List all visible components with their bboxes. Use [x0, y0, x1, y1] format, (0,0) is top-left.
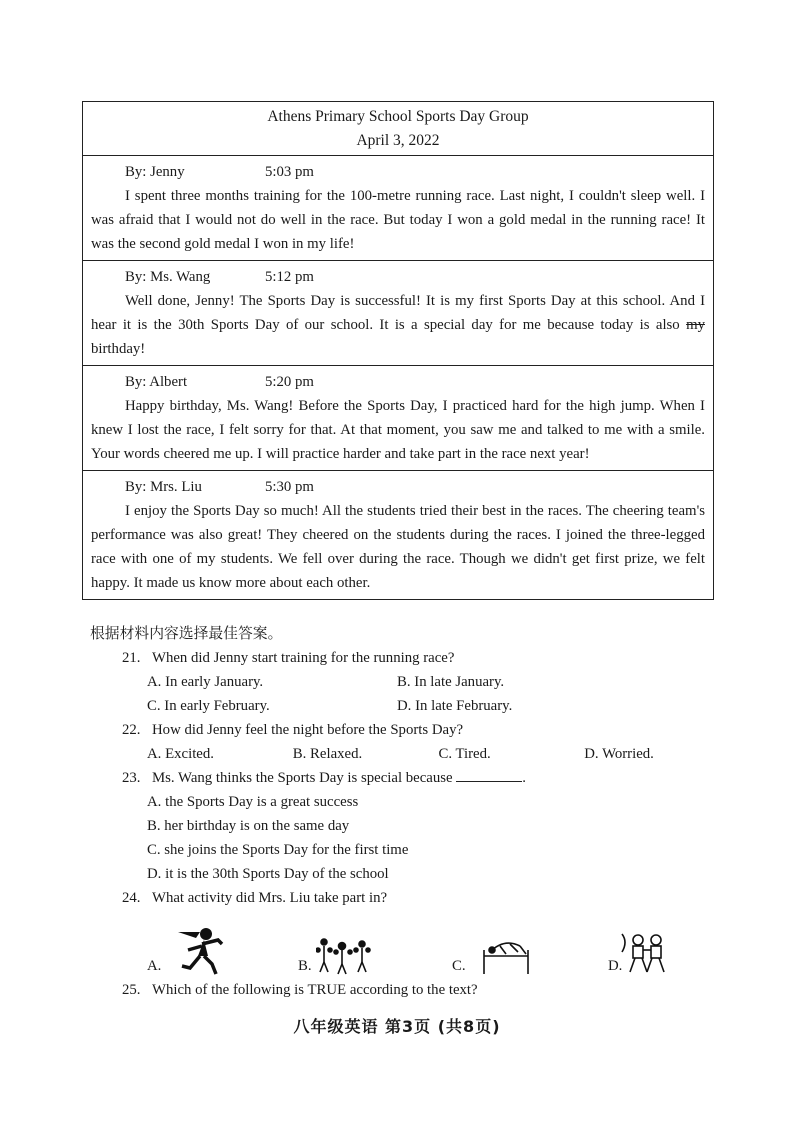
chat-header [83, 102, 713, 156]
options-row [90, 694, 730, 718]
post-meta [91, 160, 705, 184]
post-author: By: Jenny [125, 164, 185, 180]
question-number: 21. [122, 650, 141, 666]
question-number: 25. [122, 982, 141, 998]
option-d[interactable]: D. Worried. [584, 746, 654, 762]
post-meta [91, 475, 705, 499]
option-c[interactable]: C. Tired. [438, 746, 491, 762]
post-text: Happy birthday, Ms. Wang! Before the Sports Day, I practiced hard for the high jump. When I knew I lost the race, I felt sorry for that. At that moment, you saw me and talked to me with a smile. Your words cheered me up. I will practice harder and take part in the race next year! [91, 398, 705, 462]
high-jump-icon[interactable] [480, 936, 532, 976]
question-25 [90, 978, 730, 1002]
post-mrs-liu [83, 471, 713, 599]
answer-blank[interactable] [456, 767, 522, 782]
three-legged-race-icon[interactable] [620, 932, 670, 976]
option-c[interactable]: C. she joins the Sports Day for the first time [147, 842, 409, 858]
post-meta [91, 265, 705, 289]
post-text-part: Well done, Jenny! The Sports Day is successful! It is my first Sports Day at this school. And I hear it is the 30th Sports Day of our school. It is a special day for me because today is also [91, 293, 705, 333]
post-time: 5:03 pm [265, 164, 314, 180]
post-albert [83, 366, 713, 471]
option-b-label[interactable]: B. [298, 958, 312, 974]
struck-word: my [686, 317, 705, 333]
option-d[interactable]: D. it is the 30th Sports Day of the school [147, 866, 389, 882]
question-number: 22. [122, 722, 141, 738]
post-author: By: Albert [125, 374, 188, 390]
question-24 [90, 886, 730, 910]
question-number: 23. [122, 770, 141, 786]
post-meta [91, 370, 705, 394]
question-22 [90, 718, 730, 742]
cheering-team-icon[interactable] [316, 936, 372, 976]
questions-section [90, 622, 730, 1002]
options-row [90, 670, 730, 694]
page-footer: 八年级英语 第3页 (共8页) [293, 1017, 501, 1036]
post-jenny [83, 156, 713, 261]
post-text-part: birthday! [91, 341, 146, 357]
option-a[interactable]: A. In early January. [147, 674, 264, 690]
question-text: What activity did Mrs. Liu take part in? [152, 890, 388, 906]
post-time: 5:12 pm [265, 269, 314, 285]
question-number: 24. [122, 890, 141, 906]
option-b[interactable]: B. her birthday is on the same day [147, 818, 350, 834]
option-b[interactable]: B. Relaxed. [292, 746, 363, 762]
group-date: April 3, 2022 [356, 132, 440, 149]
option-a[interactable]: A. Excited. [147, 746, 214, 762]
post-time: 5:20 pm [265, 374, 314, 390]
chat-group-box [82, 101, 714, 600]
question-text: Ms. Wang thinks the Sports Day is special because [152, 770, 453, 786]
post-text [91, 289, 705, 361]
post-time: 5:30 pm [265, 479, 314, 495]
option-d[interactable]: D. In late February. [397, 698, 513, 714]
option-c[interactable]: C. In early February. [147, 698, 270, 714]
question-23: 23. Ms. Wang thinks the Sports Day is special because . [90, 766, 730, 790]
question-21 [90, 646, 730, 670]
post-author: By: Ms. Wang [125, 269, 211, 285]
question-text: When did Jenny start training for the running race? [152, 650, 455, 666]
option-b[interactable]: B. In late January. [397, 674, 505, 690]
question-text: How did Jenny feel the night before the Sports Day? [152, 722, 464, 738]
option-a-label[interactable]: A. [147, 958, 162, 974]
option-d-label[interactable]: D. [608, 958, 623, 974]
option-c-label[interactable]: C. [452, 958, 466, 974]
group-title: Athens Primary School Sports Day Group [267, 108, 529, 125]
post-author: By: Mrs. Liu [125, 479, 202, 495]
option-a[interactable]: A. the Sports Day is a great success [147, 794, 359, 810]
post-text: I enjoy the Sports Day so much! All the students tried their best in the races. The cheering team's performance was also great! They cheered on the students during the races. I joined the three-legged race with one of my students. We fell over during the race. Though we didn't get first prize, we felt happy. It made us know more about each other. [91, 503, 705, 591]
runner-icon[interactable] [172, 926, 228, 976]
instruction: 根据材料内容选择最佳答案。 [90, 626, 283, 642]
question-text: Which of the following is TRUE according to the text? [152, 982, 478, 998]
picture-options [90, 910, 730, 978]
post-text: I spent three months training for the 100-metre running race. Last night, I couldn't sleep well. I was afraid that I would not do well in the race. But today I won a gold medal in the running race! It was the second gold medal I won in my life! [91, 188, 705, 252]
post-ms-wang [83, 261, 713, 366]
options-row [90, 742, 730, 766]
